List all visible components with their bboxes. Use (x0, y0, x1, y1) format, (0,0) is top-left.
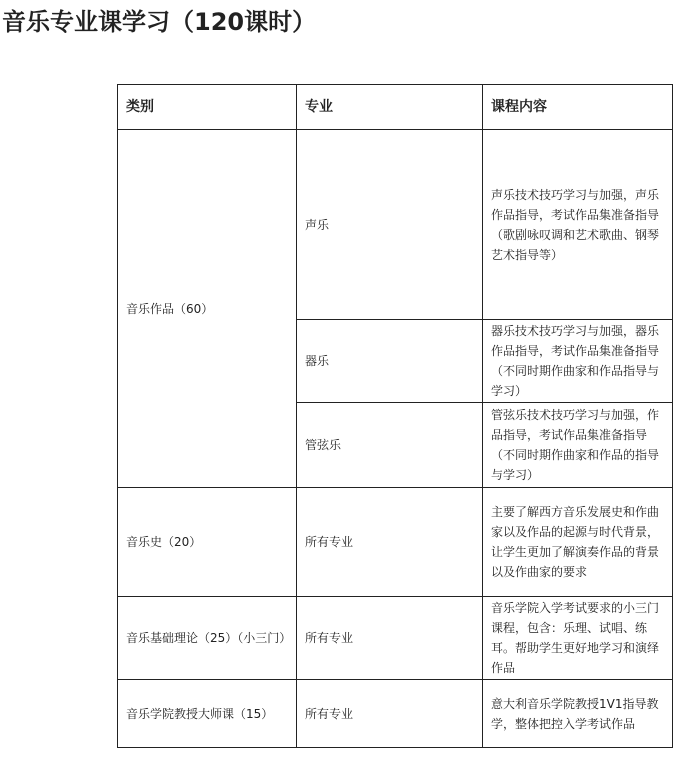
major-cell: 声乐 (297, 130, 483, 320)
header-major: 专业 (297, 85, 483, 130)
content-cell: 音乐学院入学考试要求的小三门课程，包含：乐理、试唱、练耳。帮助学生更好地学习和演绎作品 (483, 597, 673, 680)
content-cell: 主要了解西方音乐发展史和作曲家以及作品的起源与时代背景，让学生更加了解演奏作品的背景以及作曲家的要求 (483, 488, 673, 597)
category-cell: 音乐史（20） (118, 488, 297, 597)
table-row (118, 130, 673, 320)
content-cell: 声乐技术技巧学习与加强，声乐作品指导，考试作品集准备指导（歌剧咏叹调和艺术歌曲、钢琴艺术指导等） (483, 130, 673, 320)
content-cell: 器乐技术技巧学习与加强，器乐作品指导，考试作品集准备指导（不同时期作曲家和作品指导与学习） (483, 320, 673, 403)
content-cell: 管弦乐技术技巧学习与加强，作品指导，考试作品集准备指导（不同时期作曲家和作品的指导与学习） (483, 403, 673, 488)
header-course-content: 课程内容 (483, 85, 673, 130)
major-cell: 所有专业 (297, 488, 483, 597)
major-cell: 所有专业 (297, 597, 483, 680)
table-header-row (118, 85, 673, 130)
header-category: 类别 (118, 85, 297, 130)
major-cell: 管弦乐 (297, 403, 483, 488)
table-row (118, 680, 673, 748)
category-cell: 音乐学院教授大师课（15） (118, 680, 297, 748)
category-cell: 音乐作品（60） (118, 130, 297, 488)
major-cell: 器乐 (297, 320, 483, 403)
content-cell: 意大利音乐学院教授1V1指导教学，整体把控入学考试作品 (483, 680, 673, 748)
category-cell: 音乐基础理论（25）（小三门） (118, 597, 297, 680)
course-table (117, 84, 673, 748)
table-row (118, 597, 673, 680)
page-title: 音乐专业课学习（120课时） (2, 8, 317, 36)
table-row (118, 488, 673, 597)
major-cell: 所有专业 (297, 680, 483, 748)
